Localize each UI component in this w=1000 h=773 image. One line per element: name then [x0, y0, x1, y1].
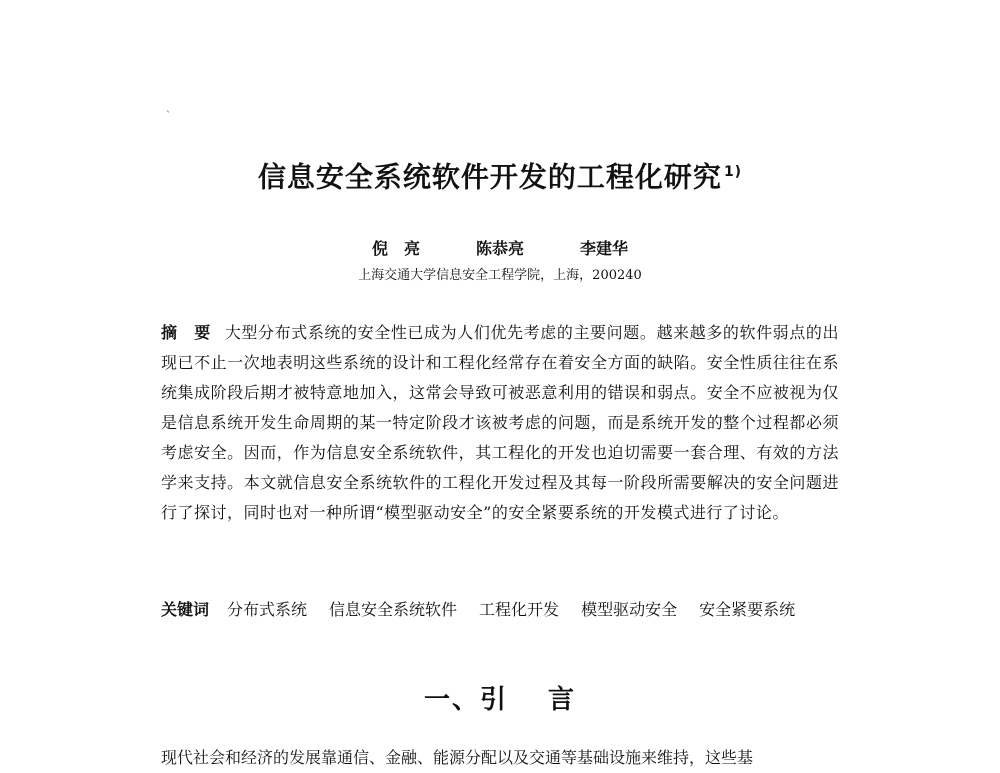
section-title: 言: [548, 685, 577, 715]
keywords-label: 关键词: [161, 600, 210, 619]
title-text: 信息安全系统软件开发的工程化研究: [257, 160, 722, 194]
scan-speck: `: [166, 111, 171, 122]
keyword: 模型驱动安全: [581, 600, 678, 619]
keyword: 安全紧要系统: [699, 600, 796, 619]
section-number: 一、引: [423, 685, 508, 715]
keyword: 信息安全系统软件: [329, 600, 458, 619]
author-name: 倪 亮: [371, 239, 420, 258]
abstract: [161, 318, 839, 528]
abstract-label: 摘 要: [161, 323, 211, 342]
keyword: 工程化开发: [479, 600, 560, 619]
author-list: [0, 236, 1000, 262]
body-text: 现代社会和经济的发展靠通信、金融、能源分配以及交通等基础设施来维持，这些基: [161, 748, 754, 767]
title-footnote-marker: 1): [723, 164, 743, 180]
section-heading: [0, 682, 1000, 718]
author-name: 李建华: [580, 239, 629, 258]
abstract-text: 大型分布式系统的安全性已成为人们优先考虑的主要问题。越来越多的软件弱点的出现已不止一次地表明这些系统的设计和工程化经常存在着安全方面的缺陷。安全性质往往在系统集成阶段后期才被特意地加入，这常会导致可被恶意利用的错误和弱点。安全不应被视为仅是信息系统开发生命周期的某一特定阶段才该被考虑的问题，而是系统开发的整个过程都必须考虑安全。因而，作为信息安全系统软件，其工程化的开发也迫切需要一套合理、有效的方法学来支持。本文就信息安全系统软件的工程化开发过程及其每一阶段所需要解决的安全问题进行了探讨，同时也对一种所谓“模型驱动安全”的安全紧要系统的开发模式进行了讨论。: [161, 323, 839, 522]
paper-title: [0, 152, 1000, 197]
author-name: 陈恭亮: [475, 239, 524, 258]
keyword: 分布式系统: [227, 600, 308, 619]
keywords: [161, 595, 839, 625]
affiliation: 上海交通大学信息安全工程学院，上海，200240: [358, 268, 642, 283]
